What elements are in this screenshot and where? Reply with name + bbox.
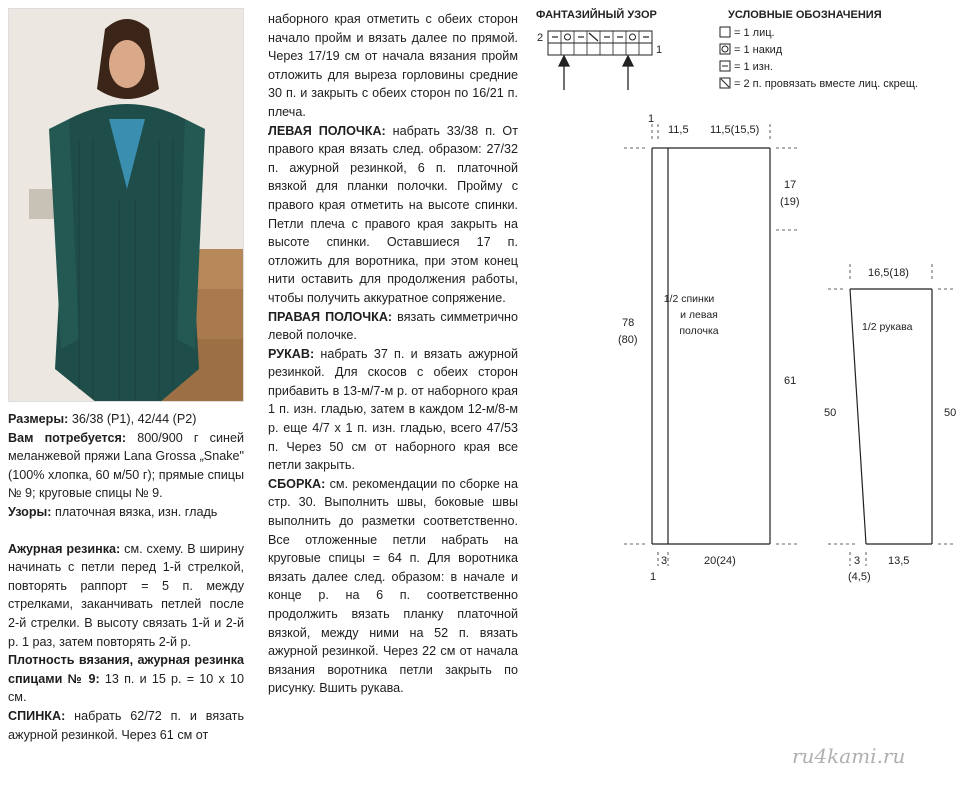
materials-paragraph (8, 429, 244, 503)
diagrams-area (528, 0, 975, 600)
patterns-label: Узоры: (8, 504, 52, 519)
sleeve-label: 1/2 рукава (862, 321, 913, 333)
back-continued: наборного края отметить с обеих сторон начало пройм и вязать далее по прямой. Через 17/19 см от начала вязания пройм отложить для выреза горловины средние 30 п. и закрыть с обеих сторон по 16/21 п. плеча. (268, 12, 518, 119)
sleeve-dimension-lines (828, 264, 957, 566)
body-top-shoulder: 11,5(15,5) (710, 124, 760, 136)
body-label-2: и левая (680, 309, 718, 321)
left-front-label: ЛЕВАЯ ПОЛОЧКА: (268, 123, 386, 138)
legend-item-yo: = 1 накид (734, 44, 783, 56)
chart-row-2: 2 (537, 32, 544, 44)
sleeve-value: набрать 37 п. и вязать ажурной резинкой. Для скосов с обеих сторон прибавить в 13-м/7-м р. от наборного края 1 п. изн. гладью, затем в каждом 12-м/8-м р. еще 4/7 х 1 п. изн. гладью, всего 47/53 п. Через 50 см от наборного края все петли закрыть. (268, 346, 519, 473)
site-watermark: ru4kami.ru (792, 744, 906, 768)
body-armhole: 17 (784, 179, 797, 191)
right-front-value: вязать симметрично левой полочке. (268, 309, 518, 343)
sleeve-right-height: 50 (944, 407, 957, 419)
materials-value: 800/900 г синей меланжевой пряжи Lana Grossa „Snake" (100% хлопка, 60 м/50 г); прямые спицы № 9; круговые спицы № 9. (8, 430, 244, 501)
sleeve-bottom-width: 13,5 (888, 555, 910, 567)
density-label: Плотность вязания, ажурная резинка спицами № 9: (8, 653, 244, 686)
body-bottom-3: 3 (661, 555, 668, 567)
sleeve-left-height: 50 (824, 407, 837, 419)
body-schematic (652, 148, 770, 544)
density-paragraph (8, 651, 244, 707)
chart-title: ФАНТАЗИЙНЫЙ УЗОР (536, 9, 657, 21)
body-side: 61 (784, 375, 797, 387)
back-paragraph (8, 707, 244, 744)
sizes-value: 36/38 (Р1), 42/44 (Р2) (71, 412, 197, 426)
assembly-label: СБОРКА: (268, 476, 326, 491)
legend-symbols (720, 27, 730, 88)
right-front-paragraph (268, 308, 518, 345)
right-front-label: ПРАВАЯ ПОЛОЧКА: (268, 309, 393, 324)
body-height: 78 (622, 317, 635, 329)
sleeve-paragraph (268, 345, 518, 475)
body-top-neck: 11,5 (668, 124, 689, 136)
legend-item-purl: = 1 изн. (734, 61, 773, 73)
body-armhole-p2: (19) (780, 196, 800, 208)
density-value: 13 п. и 15 р. = 10 х 10 см. (8, 671, 244, 705)
assembly-value: см. рекомендации по сборке на стр. 30. Выполнить швы, боковые швы выполнить до разметки соответственно. Все отложенные петли набрать на круговые спицы = 64 п. Для воротника вязать далее след. образом: в начале и конце р. на 6 п. соответственно продолжить вязать планку платочной вязкой, между ними на 52 п. вязать ажурной резинкой. Через 22 см от начала вязания воротника петли закрыть по рисунку. Вшить рукава. (268, 476, 519, 696)
body-label-3: полочка (679, 325, 719, 337)
left-front-paragraph (268, 122, 518, 308)
assembly-paragraph (268, 475, 518, 698)
lace-label: Ажурная резинка: (8, 541, 121, 556)
lace-value: см. схему. В ширину начинать с петли перед 1-й стрелкой, повторять раппорт = 5 п. между стрелками, заканчивать петлей после 2-й стрелки. В высоту связать 1-й и 2-й р. 1 раз, затем повторять 2-й р. (8, 541, 244, 649)
sleeve-bottom-3: 3 (854, 555, 861, 567)
materials-label: Вам потребуется: (8, 430, 127, 445)
text-column-middle (268, 10, 518, 698)
legend-item-k2tog: = 2 п. провязать вместе лиц. скрещ. (734, 78, 918, 90)
chart-row-1: 1 (656, 44, 663, 56)
sleeve-top-width: 16,5(18) (868, 267, 909, 279)
patterns-value: платочная вязка, изн. гладь (55, 504, 218, 519)
back-label: СПИНКА: (8, 708, 66, 723)
lace-paragraph (8, 540, 244, 652)
left-front-value: набрать 33/38 п. От правого края вязать след. образом: 27/32 п. ажурной резинкой, 6 п. платочной вязкой для планки полочки. Пройму с правого края отметить на высоте спинки. Петли плеча с правого края закрыть на высоте спинки. Оставшиеся 17 п. отложить для воротника, при этом конец нити оставить для продолжения работы, чтобы получить аккуратное сопряжение. (268, 123, 518, 305)
chart-arrows (559, 56, 633, 90)
patterns-paragraph (8, 503, 244, 522)
sizes-label: Размеры: (8, 412, 69, 426)
body-height-p2: (80) (618, 334, 638, 346)
sleeve-label: РУКАВ: (268, 346, 315, 361)
body-bottom-1: 1 (650, 571, 657, 583)
model-photo (8, 8, 244, 402)
body-top-1: 1 (648, 113, 655, 125)
body-bottom-width: 20(24) (704, 555, 736, 567)
model-illustration (9, 9, 244, 402)
body-dimension-lines (624, 124, 798, 566)
stitch-chart (548, 31, 652, 55)
back-value: набрать 62/72 п. и вязать ажурной резинкой. Через 61 см от (8, 708, 245, 742)
sleeve-bottom-3-p2: (4,5) (848, 571, 871, 583)
body-label-1: 1/2 спинки (663, 293, 715, 305)
legend-item-knit: = 1 лиц. (734, 27, 775, 39)
sizes-paragraph (8, 410, 244, 429)
text-column-left (8, 410, 244, 744)
legend-title: УСЛОВНЫЕ ОБОЗНАЧЕНИЯ (728, 9, 882, 21)
